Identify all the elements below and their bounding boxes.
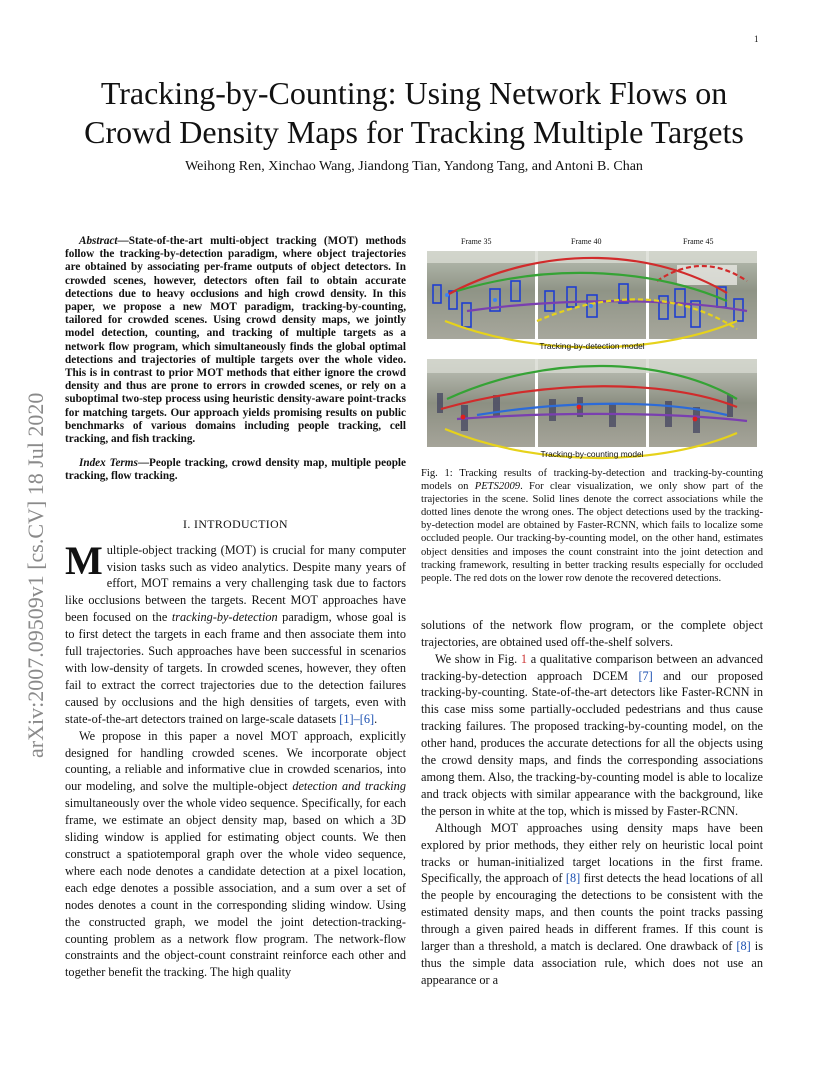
intro-paragraph-1: Multiple-object tracking (MOT) is crucial for many computer vision tasks such as video analytics. Despite many years of effort, MOT remains a very challenging task due to factors like occlusions between the targets. Recent MOT approaches have been focused on the tracking-by-detection paradigm, whose goal is to first detect the targets in each frame and then associate them into full trajectories. Such approaches have been successful in scenarios with low-density of targets. In crowded scenes, however, they often fail to extract the correct trajectories due to the detection failures caused by occlusions and the high densities of targets, even with state-of-the-art detectors trained on large-scale datasets [1]–[6]. <box>65 537 407 726</box>
title-line-1: Tracking-by-Counting: Using Network Flows on <box>100 75 728 111</box>
index-terms-label: Index Terms <box>79 457 138 470</box>
right-column <box>421 235 763 989</box>
title-line-2: Crowd Density Maps for Tracking Multiple Targets <box>84 114 744 150</box>
frame-label: Frame 45 <box>683 237 714 246</box>
figure-row-label-counting: Tracking-by-counting model <box>540 449 644 459</box>
abstract <box>65 235 406 446</box>
tracking-by-counting-frames <box>427 359 757 447</box>
frame-label: Frame 35 <box>461 237 492 246</box>
right-paragraph-2: We show in Fig. 1 a qualitative comparison between an advanced tracking-by-detection approach DCEM [7] and our proposed tracking-by-counting. State-of-the-art detectors like Faster-RCNN in this case miss some partially-occluded pedestrians and thus cause tracking failures. The proposed tracking-by-counting model, on the other hand, produces the accurate detections for all the objects using the crowd density maps, and finds the corresponding associations among them. Also, the tracking-by-counting model is able to localize and track objects with similar appearance with the background, like the person in white at the top, which is missed by Faster-RCNN. <box>421 651 763 818</box>
paper-title <box>56 74 772 152</box>
index-terms-text: —People tracking, crowd density map, multiple people tracking, flow tracking. <box>65 457 406 483</box>
drop-cap: M <box>65 537 103 583</box>
index-terms <box>65 457 406 483</box>
arxiv-identifier-stamp <box>24 295 46 760</box>
abstract-label: Abstract <box>79 235 118 247</box>
frame-label: Frame 40 <box>571 237 602 246</box>
page-number: 1 <box>754 34 759 44</box>
abstract-text: —State-of-the-art multi-object tracking (MOT) methods follow the tracking-by-detection paradigm, where object trajectories are obtained by associating per-frame outputs of object detectors. In crowded scenes, however, detectors often fail to obtain accurate detections due to heavy occlusions and high crowd density. In this paper, we propose a new MOT paradigm, tracking-by-counting, tailored for crowded scenes. Using crowd density maps, we jointly model detection, counting, and tracking of multiple targets as a network flow program, which simultaneously finds the global optimal detections and trajectories of multiple targets over the whole video. This is in contrast to prior MOT methods that either ignore the crowd density and thus are prone to errors in crowded scenes, or rely on a suboptimal two-step process using heuristic density-aware point-tracks for matching targets. Our approach yields promising results on public benchmarks of various domains including people tracking, cell tracking, and fish tracking. <box>65 235 406 446</box>
section-heading-introduction: I. INTRODUCTION <box>183 516 288 531</box>
left-column <box>65 235 406 981</box>
arxiv-stamp-text: arXiv:2007.09509v1 [cs.CV] 18 Jul 2020 <box>23 392 48 758</box>
figure-1 <box>421 235 763 457</box>
intro-paragraph-2: We propose in this paper a novel MOT approach, explicitly designed for handling crowded scenes. We incorporate object counting, a reliable and informative clue in crowded scenarios, into our modeling, and solve the multiple-object detection and tracking simultaneously over the whole video sequence. Specifically, for each frame, we estimate an object density map, based on which a 3D sliding window is applied for estimating object counts. We then construct a spatiotemporal graph over the whole video sequence, where each node denotes a candidate detection at a pixel location, each edge denotes a possible association, and a sum over a set of nodes denotes a count in the corresponding sliding window. Using the constructed graph, we model the joint detection-tracking-counting problem as a network flow program. The network-flow constraints and the object-count constraint reinforce each other and together benefit the tracking. The high quality <box>65 728 406 980</box>
author-list: Weihong Ren, Xinchao Wang, Jiandong Tian, Yandong Tang, and Antoni B. Chan <box>185 159 643 174</box>
tracking-by-detection-frames <box>427 251 757 339</box>
right-paragraph-3: Although MOT approaches using density maps have been explored by prior methods, they either rely on heuristic local point tracks or human-initialized target locations in the first frame. Specifically, the approach of [8] first detects the head locations of all the people by encouraging the detections to be consistent with the estimated density maps, and then counts the point tracks passing through a given paired heads in different frames. If this count is larger than a threshold, a match is declared. One drawback of [8] is thus the simple data association rule, which does not use an appearance or a <box>421 820 764 987</box>
figure-reference-link[interactable]: 1 <box>520 651 528 666</box>
frame-image <box>649 251 757 339</box>
citation-link[interactable]: [8] <box>565 871 581 886</box>
citation-link[interactable]: [8] <box>736 939 751 954</box>
figure-row-label-detection: Tracking-by-detection model <box>539 341 645 351</box>
frame-image <box>427 251 535 339</box>
figure-caption: Fig. 1: Tracking results of tracking-by-detection and tracking-by-counting models on PETS2009. For clear visualization, we only show part of the trajectories in the scene. Solid lines denote the correct associations while the dotted lines denote the wrong ones. The object detections used by the tracking-by-detection model are obtained by Faster-RCNN, which fails to localize some occluded people. Our tracking-by-counting model, on the other hand, estimates object densities and imposes the count constraint into the joint detection and tracking framework, resulting in better tracking results especially for occluded people. The red dots on the lower row denote the recovered detections. <box>421 468 763 584</box>
citation-link[interactable]: [7] <box>638 668 653 683</box>
right-paragraph-1: solutions of the network flow program, or the complete object trajectories, are obtained used off-the-shelf solvers. <box>421 617 763 649</box>
right-column-body <box>421 617 763 989</box>
citation-link[interactable]: [1]–[6] <box>339 711 375 726</box>
